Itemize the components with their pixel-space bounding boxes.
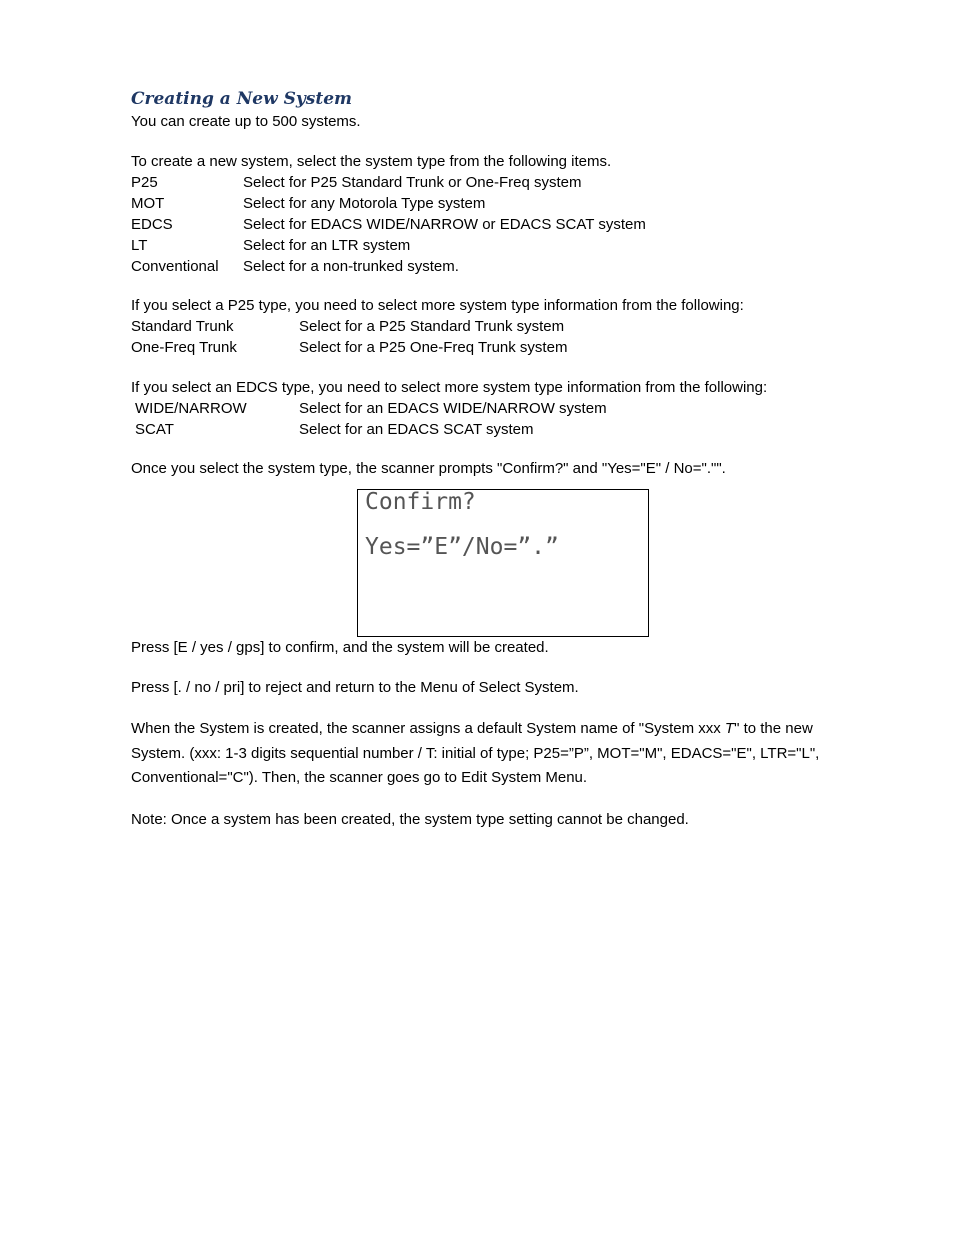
created-text [131, 717, 861, 791]
type-key: EDCS [131, 216, 173, 233]
created-text-italic: T [724, 720, 735, 737]
created-text-a: When the System is created, the scanner assigns a default System name of "System xxx [131, 720, 725, 737]
type-key: Conventional [131, 258, 219, 275]
edcs-intro: If you select an EDCS type, you need to select more system type information from the following: [131, 379, 768, 396]
created-text-b: " to the new System. (xxx: 1-3 digits sequential number / T: initial of type; P25=”P”, MOT="M", EDACS="E", LTR="L", Conventional="C"). Then, the scanner goes go to Edit System Menu. [131, 720, 820, 786]
table-row [131, 172, 861, 193]
type-desc: Select for an LTR system [243, 237, 411, 254]
press-reject-text: Press [. / no / pri] to reject and return to the Menu of Select System. [131, 679, 579, 696]
edcs-type-table [131, 398, 861, 440]
confirm-intro: Once you select the system type, the scanner prompts "Confirm?" and "Yes="E" / No="."". [131, 460, 726, 477]
type-desc: Select for any Motorola Type system [243, 195, 486, 212]
type-key: P25 [131, 174, 158, 191]
type-key: LT [131, 237, 148, 254]
lcd-line-confirm: Confirm? [365, 489, 476, 515]
table-row [131, 316, 861, 337]
lcd-line-yes-no: Yes=”E”/No=”.” [365, 534, 559, 560]
type-key: One-Freq Trunk [131, 339, 237, 356]
type-key: SCAT [135, 421, 174, 438]
type-desc: Select for a P25 One-Freq Trunk system [299, 339, 568, 356]
type-desc: Select for a non-trunked system. [243, 258, 459, 275]
note-text: Note: Once a system has been created, the system type setting cannot be changed. [131, 810, 689, 828]
intro-text: You can create up to 500 systems. [131, 113, 361, 130]
p25-intro: If you select a P25 type, you need to select more system type information from the following: [131, 297, 744, 314]
type-desc: Select for P25 Standard Trunk or One-Freq system [243, 174, 582, 191]
table-row [131, 256, 861, 277]
table-row [131, 337, 861, 358]
system-type-table [131, 172, 861, 277]
type-key: Standard Trunk [131, 318, 234, 335]
press-confirm-text: Press [E / yes / gps] to confirm, and the system will be created. [131, 639, 549, 656]
table-row [131, 193, 861, 214]
type-desc: Select for a P25 Standard Trunk system [299, 318, 565, 335]
type-key: WIDE/NARROW [135, 400, 247, 417]
p25-type-table [131, 316, 861, 358]
type-key: MOT [131, 195, 165, 212]
table-row [131, 419, 861, 440]
type-desc: Select for an EDACS SCAT system [299, 421, 534, 438]
table-row [131, 235, 861, 256]
type-desc: Select for EDACS WIDE/NARROW or EDACS SCAT system [243, 216, 646, 233]
table-row [131, 398, 861, 419]
document-page [131, 88, 861, 830]
types-intro: To create a new system, select the system type from the following items. [131, 153, 612, 170]
type-desc: Select for an EDACS WIDE/NARROW system [299, 400, 607, 417]
table-row [131, 214, 861, 235]
lcd-display [357, 489, 649, 637]
section-heading: Creating a New System [131, 89, 353, 109]
